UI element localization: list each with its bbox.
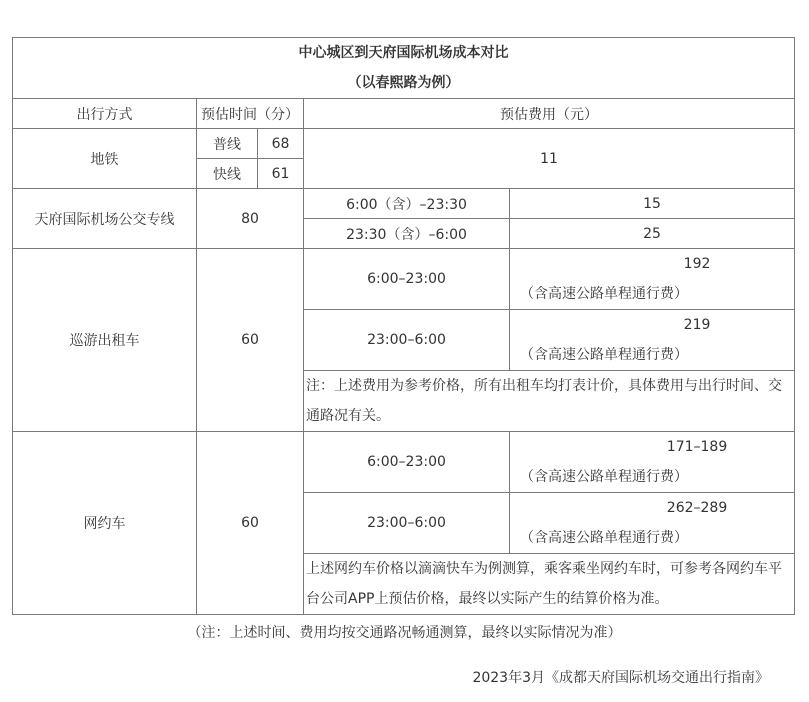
table-title: 中心城区到天府国际机场成本对比 [298,45,509,61]
taxi-fee-cell [510,249,795,310]
bus-fee: 25 [510,219,795,249]
ridehail-fee: 262–289 [666,500,728,516]
ridehail-note: 上述网约车价格以滴滴快车为例测算，乘客乘坐网约车时，可参考各网约车平台公司APP上预估价格，最终以实际产生的结算价格为准。 [304,554,795,615]
taxi-note: 注：上述费用为参考价格，所有出租车均打表计价，具体费用与出行时间、交通路况有关。 [304,371,795,432]
bus-fee: 15 [510,189,795,219]
table-subtitle: （以春熙路为例） [347,75,460,91]
metro-line-minutes: 61 [258,159,304,189]
taxi-period: 6:00–23:00 [304,249,510,310]
taxi-minutes: 60 [197,249,304,432]
table-row [13,189,795,219]
taxi-mode: 巡游出租车 [13,249,197,432]
bus-period: 23:30（含）–6:00 [304,219,510,249]
taxi-period: 23:00–6:00 [304,310,510,371]
table-row [13,249,795,310]
header-fee: 预估费用（元） [304,99,795,129]
ridehail-mode: 网约车 [13,432,197,615]
header-time: 预估时间（分） [197,99,304,129]
header-row [13,99,795,129]
ridehail-period: 6:00–23:00 [304,432,510,493]
metro-mode: 地铁 [13,129,197,189]
metro-line-type: 普线 [197,129,258,159]
taxi-fee-condition: （含高速公路单程通行费） [520,347,688,363]
table-title-row [13,38,795,99]
ridehail-fee-cell [510,493,795,554]
taxi-fee: 192 [683,256,711,272]
source-caption: 2023年3月《成都天府国际机场交通出行指南》 [472,670,769,686]
header-mode: 出行方式 [13,99,197,129]
table-row [13,129,795,159]
metro-line-minutes: 68 [258,129,304,159]
metro-fee: 11 [304,129,795,189]
taxi-fee-cell [510,310,795,371]
metro-line-type: 快线 [197,159,258,189]
footnote: （注：上述时间、费用均按交通路况畅通测算，最终以实际情况为准） [187,625,622,641]
ridehail-period: 23:00–6:00 [304,493,510,554]
table-title-cell [13,38,795,99]
ridehail-minutes: 60 [197,432,304,615]
table-row [13,432,795,493]
ridehail-fee-cell [510,432,795,493]
ridehail-fee-condition: （含高速公路单程通行费） [520,469,688,485]
taxi-fee: 219 [683,317,711,333]
taxi-fee-condition: （含高速公路单程通行费） [520,286,688,302]
ridehail-fee-condition: （含高速公路单程通行费） [520,530,688,546]
bus-minutes: 80 [197,189,304,249]
ridehail-fee: 171–189 [666,439,728,455]
cost-comparison-table [12,37,795,615]
bus-period: 6:00（含）–23:30 [304,189,510,219]
bus-mode: 天府国际机场公交专线 [13,189,197,249]
